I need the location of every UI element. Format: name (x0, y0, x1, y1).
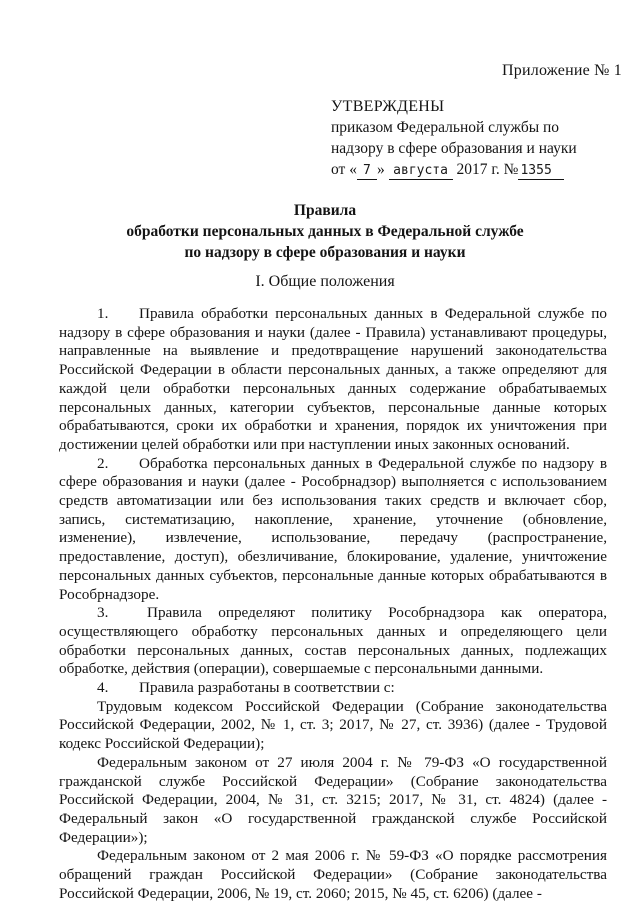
paragraph-number: 3. (97, 604, 109, 622)
paragraph-2 (59, 455, 607, 605)
document-title (40, 200, 610, 263)
appendix-label: Приложение № 1 (502, 62, 622, 79)
date-mid: » (376, 161, 385, 178)
paragraph-number: 1. (97, 305, 109, 322)
date-prefix: от « (331, 161, 357, 178)
approval-line-2: надзору в сфере образования и науки (331, 140, 577, 157)
paragraph-3 (59, 604, 607, 679)
paragraph-4 (59, 679, 607, 698)
section-heading: I. Общие положения (255, 273, 395, 290)
title-line-2: обработки персональных данных в Федеральной службе (126, 223, 524, 240)
paragraph-number: 2. (97, 454, 109, 472)
handwritten-day: 7 (357, 163, 377, 180)
paragraph-text: Правила определяют политику Рособрнадзора как оператора, осуществляющего обработку персональных данных и определяющего цели обработки персональных данных, состав персональных данных, подлежащих обработке, действия (операции), совершаемые с персональными данными. (59, 604, 607, 678)
source-labor-code: Трудовым кодексом Российской Федерации (Собрание законодательства Российской Федерации, 2002, № 1, ст. 3; 2017, № 27, ст. 3936) (далее - Трудовой кодекс Российской Федерации); (59, 697, 607, 753)
paragraph-number: 4. (97, 679, 109, 697)
paragraph-text: Правила разработаны в соответствии с: (139, 679, 395, 697)
document-body (59, 305, 607, 904)
handwritten-order-number: 1355 (518, 163, 564, 180)
paragraph-text: Обработка персональных данных в Федеральной службе по надзору в сфере образования и науки (далее - Рособрнадзор) выполняется с использованием средств автоматизации или без использования таких средств и включает сбор, запись, систематизацию, накопление, хранение, уточнение (обновление, изменение), извлечение, использование, передачу (распространение, предоставление, доступ), обезличивание, блокирование, удаление, уничтожение персональных данных субъектов, персональные данные которых обрабатываются в Рособрнадзоре. (59, 454, 607, 603)
title-line-3: по надзору в сфере образования и науки (184, 244, 466, 261)
title-line-1: Правила (293, 202, 357, 219)
approval-line-1: приказом Федеральной службы по (331, 119, 560, 136)
approval-heading: УТВЕРЖДЕНЫ (331, 98, 445, 115)
paragraph-text: Правила обработки персональных данных в Федеральной службе по надзору в сфере образования и науки (далее - Правила) устанавливают процедуры, направленные на выявление и предотвращение нарушений законодательства Российской Федерации в области персональных данных, а также определяют для каждой цели обработки персональных данных содержание обрабатываемых персональных данных, категории субъектов, персональные данные которых обрабатываются, сроки их обработки и хранения, порядок их уничтожения при достижении целей обработки или при наступлении иных законных оснований. (59, 305, 607, 453)
paragraph-1 (59, 305, 607, 455)
source-citizen-appeals-law: Федеральным законом от 2 мая 2006 г. № 59-ФЗ «О порядке рассмотрения обращений граждан Российской Федерации» (Собрание законодательства Российской Федерации, 2006, № 19, ст. 2060; 2015, № 45, ст. 6206) (далее - (59, 847, 607, 902)
handwritten-month: августа (389, 163, 453, 180)
source-civil-service-law: Федеральным законом от 27 июля 2004 г. № 79-ФЗ «О государственной гражданской службе Российской Федерации» (Собрание законодательства Российской Федерации, 2004, № 31, ст. 3215; 2017, № 31, ст. 4824) (далее - Федеральный закон «О государственной гражданской службе Российской Федерации»); (59, 753, 607, 846)
date-year: 2017 г. № (456, 161, 519, 178)
approval-date-line (331, 159, 631, 180)
approval-block (331, 96, 631, 180)
